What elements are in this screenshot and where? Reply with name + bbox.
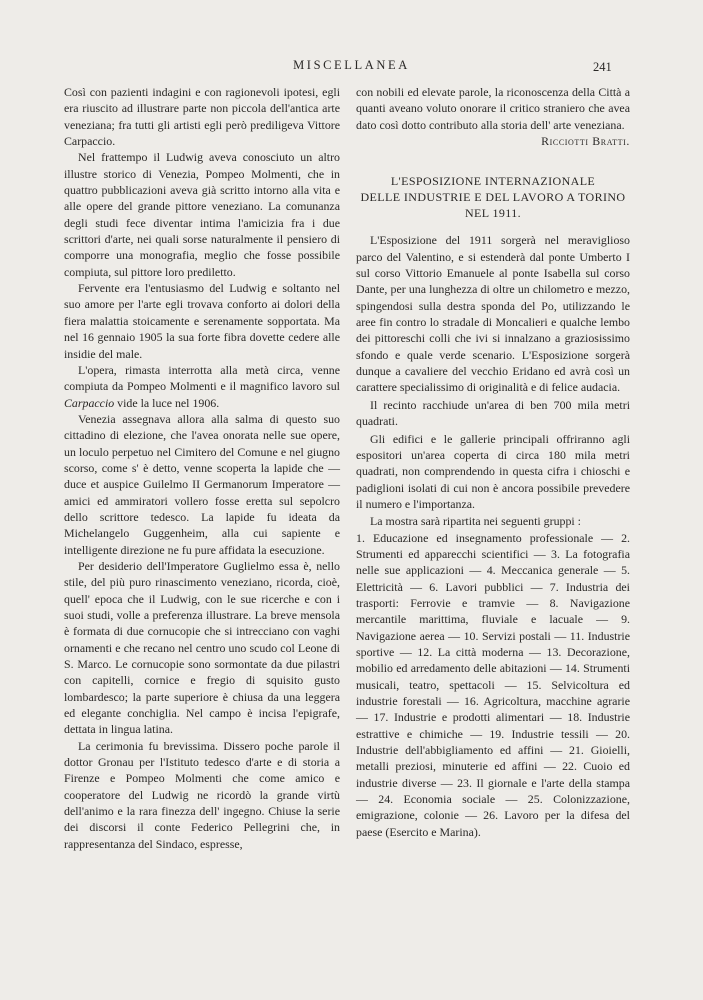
paragraph: Gli edifici e le gallerie principali offriranno agli espositori un'area coperta di circa 180 mila metri quadrati, non comprendendo in questa cifra i chioschi e padiglioni isolati di cui non è ancora possibile prevedere il numero e l'importanza. [356, 431, 630, 511]
page-number: 241 [593, 60, 612, 74]
article-title-line: NEL 1911. [464, 206, 522, 221]
paragraph: Per desiderio dell'Imperatore Guglielmo essa è, nello stile, del più puro rinascimento veneziano, ricorda, cioè, quell' epoca che il Ludwig, con le sue ricerche e con i suoi studi, volle a preferenza illustrare. La breve mensola è formata di due cornucopie che si intrecciano con vaghi ornamenti e che recano nel centro uno scudo col Leone di S. Marco. Le cornucopie sono sormontate da due pilastri con capitelli, cornice e fregio di squisito gusto lombardesco; la parte superiore è chiusa da una leggera ed elegante conchiglia. Nel campo è incisa l'epigrafe, dettata in lingua latina. [64, 558, 340, 737]
paragraph: Il recinto racchiude un'area di ben 700 mila metri quadrati. [356, 397, 630, 429]
author-signature: Ricciotti Bratti. [541, 134, 630, 149]
paragraph: Nel frattempo il Ludwig aveva conosciuto un altro illustre storico di Venezia, Pompeo Molmenti, che in quattro pubblicazioni aveva già scritto intorno alla vita e alle opere del grande pittore veneziano. La comunanza degli studi fece diventar intima l'amicizia fra i due scrittori d'arte, nei quali sorse naturalmente il pensiero di comporre una monografia, meglio che fosse possibile compiuta, sul pittore loro prediletto. [64, 150, 340, 279]
paragraph: Venezia assegnava allora alla salma di questo suo cittadino di elezione, che l'avea onorata nelle sue opere, un loculo perpetuo nel Cimitero del Comune e nel giugno scorso, come s' è detto, venne scoperta la lapide che — duce et auspice Guilelmo II Germanorum Imperatore — amici ed ammiratori vollero fosse eretta sul sepolcro dello scrittore tedesco. La lapide fu ideata da Michelangelo Guggenheim, alla cui sapiente e intelligente direzione ne fu pure affidata la esecuzione. [64, 411, 340, 557]
exhibition-groups-list: 1. Educazione ed insegnamento professionale — 2. Strumenti ed apparecchi scientifici — 3. La fotografia nelle sue applicazioni — 4. Meccanica generale — 5. Elettricità — 6. Lavori pubblici — 7. Industria dei trasporti: Ferrovie e tramvie — 8. Navigazione mercantile marittima, fluviale e lacuale — 9. Navigazione aerea — 10. Servizi postali — 11. Industrie sportive — 12. La città moderna — 13. Decorazione, mobilio ed arredamento delle abitazioni — 14. Strumenti musicali, teatro, spettacoli — 15. Selvicoltura ed industrie forestali — 16. Agricoltura, macchine agrarie — 17. Industrie e prodotti alimentari — 18. Industrie estrattive e chimiche — 19. Industrie tessili — 20. Industrie dell'abbigliamento ed affini — 21. Gioielli, metalli preziosi, minuterie ed affini — 22. Cuoio ed industrie diverse — 23. Il giornale e l'arte della stampa — 24. Economia sociale — 25. Colonizzazione, emigrazione, colonie — 26. Lavoro per la difesa del paese (Esercito e Marina). [356, 530, 630, 839]
paragraph: L'Esposizione del 1911 sorgerà nel meraviglioso parco del Valentino, e si estenderà dal ponte Umberto I sul corso Vittorio Emanuele al ponte Isabella sul corso Dante, per una lunghezza di oltre un chilometro e mezzo, spingendosi sulla destra sponda del Po, utilizzando le aree fin contro lo stradale di Moncalieri e qualche lembo dei pittoreschi colli che ivi si innalzano a graziosissimo sfondo e quale verde scenario. L'Esposizione sorgerà dunque a cavaliere del vecchio Eridano ed avrà così un carattere specialissimo di originalità e di felice audacia. [356, 233, 630, 395]
text-run: vide la luce nel 1906. [114, 395, 220, 410]
paragraph: Così con pazienti indagini e con ragionevoli ipotesi, egli era riuscito ad illustrare parte non piccola dell'antica arte veneziana; fra tutti gli artisti egli però prediligeva Vittore Carpaccio. [64, 85, 340, 149]
article-title-line: DELLE INDUSTRIE E DEL LAVORO A TORINO [360, 190, 626, 205]
article-title-line: L'ESPOSIZIONE INTERNAZIONALE [390, 174, 596, 189]
paragraph-continuation: con nobili ed elevate parole, la riconoscenza della Città a quanti aveano voluto onorare il critico straniero che avea dato così dotto contributo alla storia dell' arte veneziana. [356, 85, 630, 132]
right-column [356, 84, 630, 840]
left-column [64, 84, 340, 852]
paragraph [64, 362, 340, 411]
paragraph: La cerimonia fu brevissima. Dissero poche parole il dottor Gronau per l'Istituto tedesco d'arte e di storia a Firenze e Pompeo Molmenti che come amico e cooperatore del Ludwig ne ricordò la grande virtù dell'animo e la rara finezza dell' ingegno. Chiuse la serie dei discorsi il conte Federico Pellegrini che, in rappresentanza del Sindaco, espresse, [64, 738, 340, 851]
article-title [356, 173, 630, 221]
text-run: L'opera, rimasta interrotta alla metà circa, venne compiuta da Pompeo Molmenti e il magnifico lavoro sul [64, 362, 340, 394]
italic-title: Carpaccio [64, 395, 115, 410]
running-title: MISCELLANEA [293, 58, 410, 72]
paragraph: Fervente era l'entusiasmo del Ludwig e soltanto nel suo amore per l'arte egli trovava conforto ai dolori della fiera malattia stoicamente e serenamente sopportata. Ma nel 16 gennaio 1905 la sua forte fibra dovette cedere alle insidie del male. [64, 281, 340, 361]
paragraph: La mostra sarà ripartita nei seguenti gruppi : [370, 514, 581, 529]
